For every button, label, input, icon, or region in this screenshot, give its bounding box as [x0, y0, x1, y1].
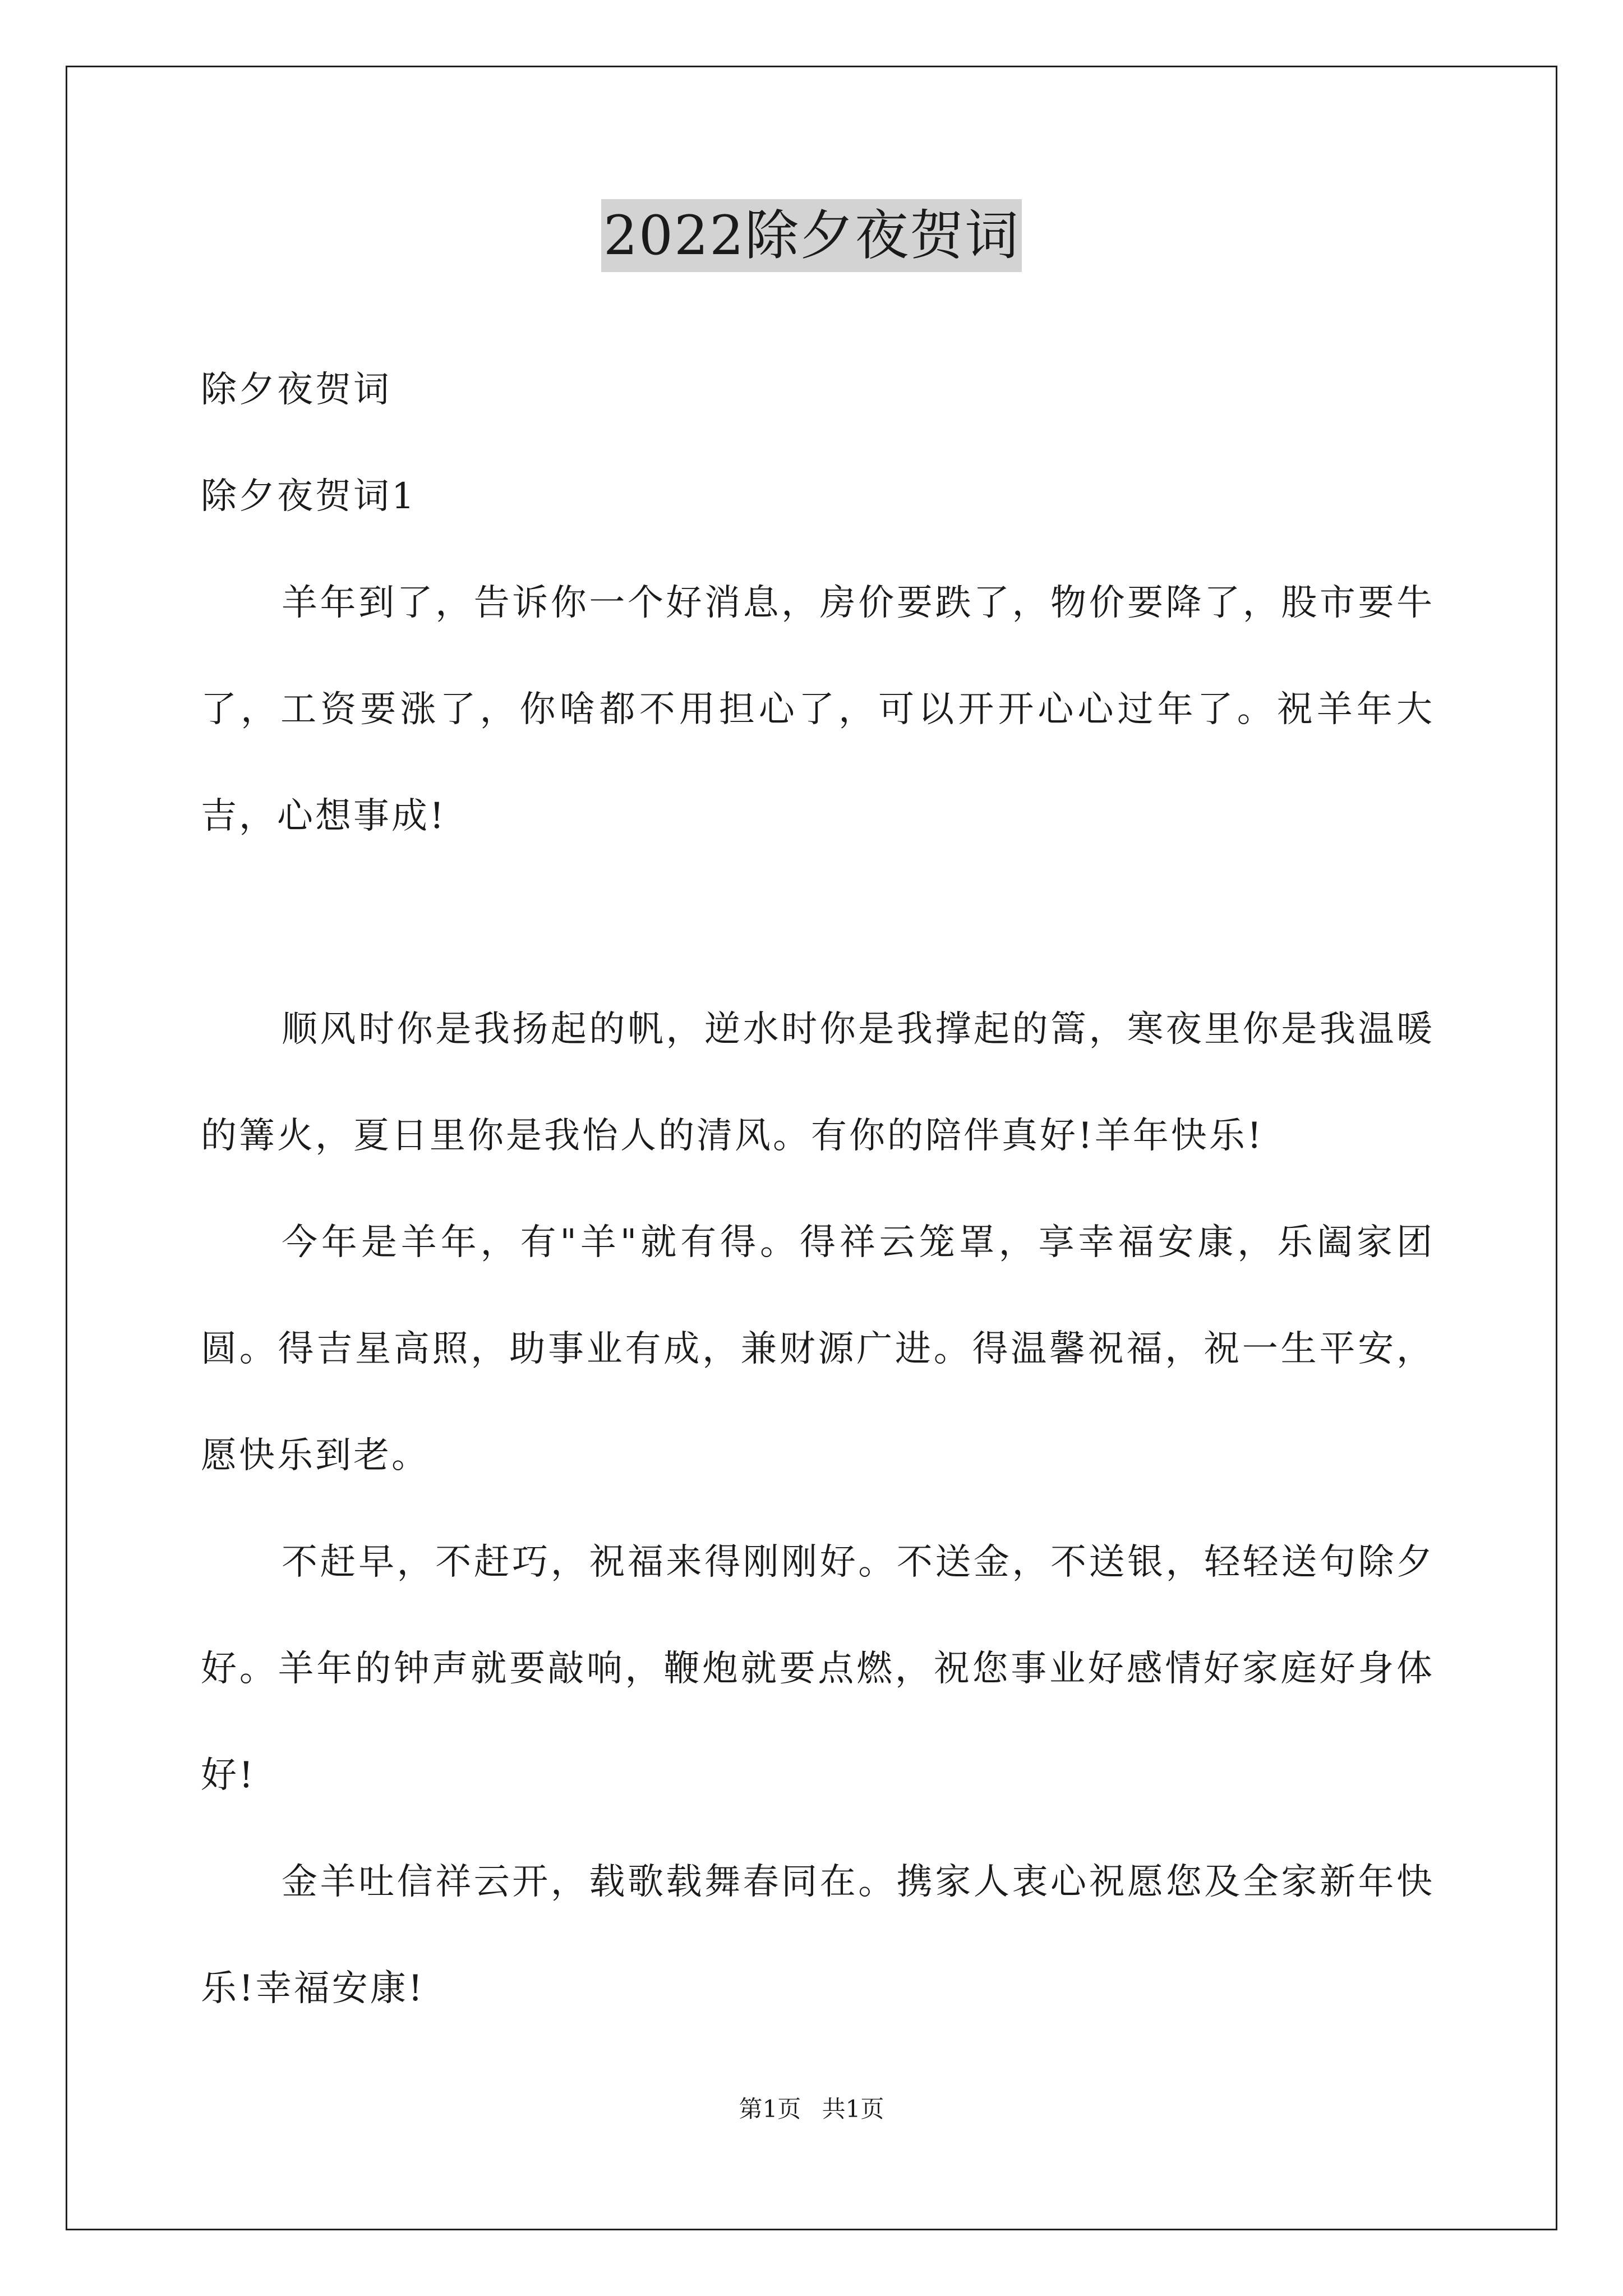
paragraph-4: 不赶早，不赶巧，祝福来得刚刚好。不送金，不送银，轻轻送句除夕好。羊年的钟声就要敲响，鞭炮就要点燃，祝您事业好感情好家庭好身体好! [201, 1542, 1435, 1796]
document-title: 2022除夕夜贺词 [601, 199, 1022, 272]
page-footer [0, 2092, 1623, 2126]
title-container [0, 199, 1623, 272]
section-heading: 除夕夜贺词1 [201, 476, 417, 517]
paragraph-3: 今年是羊年，有"羊"就有得。得祥云笼罩，享幸福安康，乐阖家团圆。得吉星高照，助事业有成，兼财源广进。得温馨祝福，祝一生平安，愿快乐到老。 [201, 1222, 1435, 1476]
document-body [201, 337, 1435, 2042]
subheading: 除夕夜贺词 [201, 369, 391, 411]
page-total: 共1页 [822, 2095, 884, 2123]
blank-line [201, 869, 1435, 976]
page-number: 第1页 [739, 2095, 801, 2123]
paragraph-5: 金羊吐信祥云开，载歌载舞春同在。携家人衷心祝愿您及全家新年快乐!幸福安康! [201, 1861, 1435, 2009]
paragraph-1: 羊年到了，告诉你一个好消息，房价要跌了，物价要降了，股市要牛了，工资要涨了，你啥都不用担心了，可以开开心心过年了。祝羊年大吉，心想事成! [201, 582, 1435, 837]
paragraph-2: 顺风时你是我扬起的帆，逆水时你是我撑起的篙，寒夜里你是我温暖的篝火，夏日里你是我怡人的清风。有你的陪伴真好!羊年快乐! [201, 1009, 1435, 1157]
